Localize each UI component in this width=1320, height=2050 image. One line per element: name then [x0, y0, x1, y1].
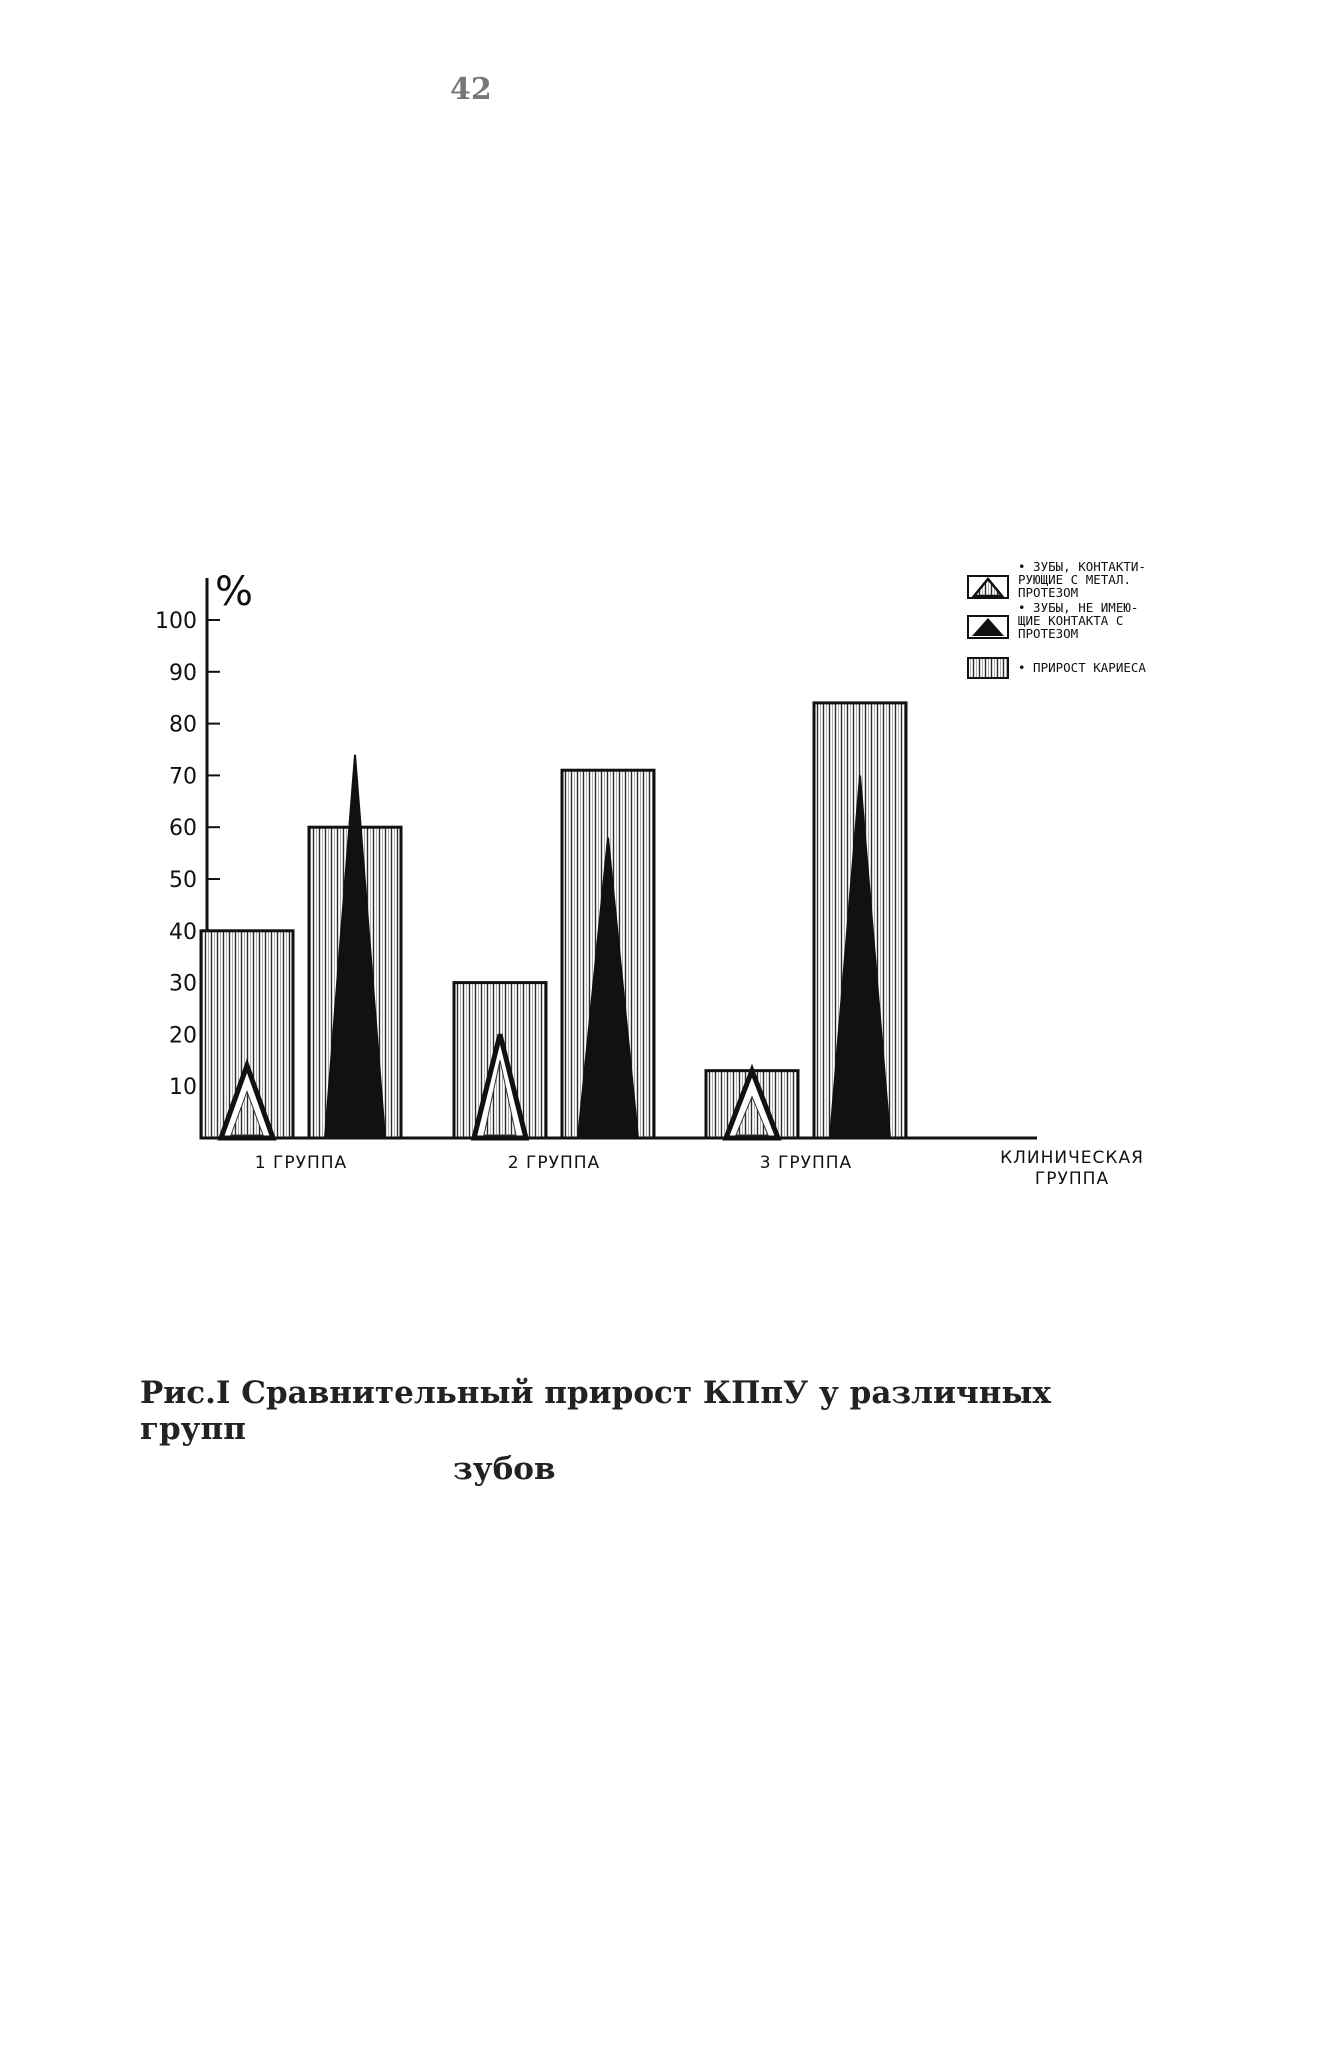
- x-axis-label-line: ГРУППА: [1034, 1169, 1110, 1189]
- page-number: 42: [450, 72, 492, 107]
- caption-line-1: Рис.I Сравнительный прирост КПпУ у различных групп: [140, 1375, 1051, 1447]
- category-label: 1 ГРУППА: [254, 1153, 348, 1173]
- category-label: 3 ГРУППА: [759, 1153, 853, 1173]
- caption-line-2: зубов: [453, 1451, 556, 1487]
- category-label: 2 ГРУППА: [507, 1153, 601, 1173]
- legend-text-line: • ЗУБЫ, КОНТАКТИ-: [1018, 559, 1146, 574]
- legend-text-line: • ПРИРОСТ КАРИЕСА: [1018, 660, 1146, 675]
- y-tick-label: 70: [169, 764, 197, 790]
- y-tick-label: 50: [169, 868, 197, 893]
- y-tick-label: 90: [169, 660, 197, 686]
- legend-text-line: РУЮЩИЕ С МЕТАЛ.: [1018, 572, 1131, 587]
- legend-text-line: ПРОТЕЗОМ: [1018, 585, 1079, 600]
- legend-swatch-caries: [968, 658, 1008, 678]
- x-axis-label-line: КЛИНИЧЕСКАЯ: [1000, 1148, 1144, 1168]
- y-tick-label: 10: [169, 1075, 197, 1101]
- figure-caption: [140, 1375, 1140, 1487]
- chart-legend: [968, 559, 1146, 678]
- y-axis-label: %: [215, 569, 254, 615]
- legend-text-line: • ЗУБЫ, НЕ ИМЕЮ-: [1018, 600, 1139, 615]
- y-tick-label: 30: [169, 971, 197, 997]
- legend-text-line: ПРОТЕЗОМ: [1018, 626, 1079, 641]
- chart-bars: [201, 703, 906, 1138]
- y-tick-label: 20: [169, 1023, 197, 1049]
- y-tick-label: 60: [169, 816, 197, 842]
- y-tick-label: 40: [169, 919, 197, 945]
- legend-text-line: ЩИЕ КОНТАКТА С: [1018, 613, 1124, 628]
- y-tick-label: 100: [155, 609, 197, 634]
- y-tick-label: 80: [169, 712, 197, 738]
